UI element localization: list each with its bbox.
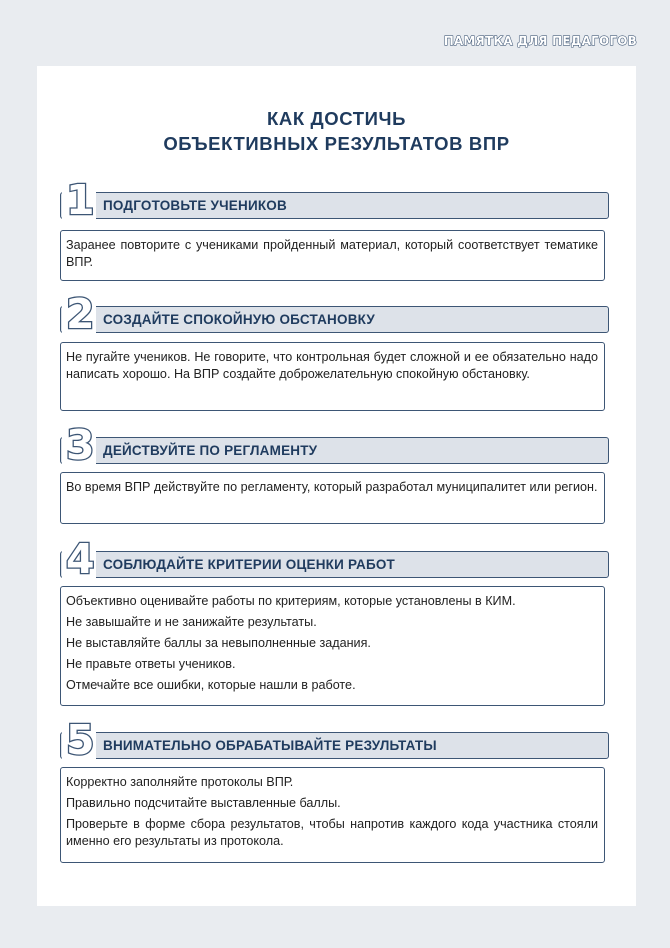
section-number-badge (62, 176, 96, 224)
section-number-badge (62, 421, 96, 469)
section-heading-bar (60, 306, 609, 333)
paragraph: Не пугайте учеников. Не говорите, что контрольная будет сложной и ее обязательно надо написать хорошо. На ВПР создайте доброжелательную спокойную обстановку. (66, 350, 598, 381)
section-number-badge (62, 716, 96, 764)
section-heading: СОБЛЮДАЙТЕ КРИТЕРИИ ОЦЕНКИ РАБОТ (103, 557, 395, 572)
section-number: 5 (66, 716, 95, 764)
section-number: 2 (66, 290, 95, 338)
section-body (60, 586, 605, 706)
paragraph: Корректно заполняйте протоколы ВПР. (66, 775, 294, 789)
section-heading-bar (60, 437, 609, 464)
title-line-1: КАК ДОСТИЧЬ (266, 108, 407, 129)
paragraph: Проверьте в форме сбора результатов, чтобы напротив каждого кода участника стояли именно его результаты из протокола. (66, 817, 598, 848)
section-heading: СОЗДАЙТЕ СПОКОЙНУЮ ОБСТАНОВКУ (103, 312, 376, 327)
header-note: ПАМЯТКА ДЛЯ ПЕДАГОГОВ (443, 34, 637, 48)
section-number-badge (62, 290, 96, 338)
section-number: 1 (66, 176, 95, 224)
paragraph: Не выставляйте баллы за невыполненные задания. (66, 636, 371, 650)
section-heading: ПОДГОТОВЬТЕ УЧЕНИКОВ (103, 198, 287, 213)
paragraph: Объективно оценивайте работы по критериям, которые установлены в КИМ. (66, 594, 516, 608)
paragraph: Отмечайте все ошибки, которые нашли в работе. (66, 678, 356, 692)
section-number: 4 (66, 535, 95, 583)
paragraph: Во время ВПР действуйте по регламенту, который разработал муниципалитет или регион. (66, 480, 598, 494)
section-heading: ВНИМАТЕЛЬНО ОБРАБАТЫВАЙТЕ РЕЗУЛЬТАТЫ (103, 738, 437, 753)
memo-sheet (37, 66, 636, 906)
paragraph: Не правьте ответы учеников. (66, 657, 236, 671)
section-body (60, 767, 605, 863)
title-line-2: ОБЪЕКТИВНЫХ РЕЗУЛЬТАТОВ ВПР (163, 133, 510, 154)
paragraph: Не завышайте и не занижайте результаты. (66, 615, 317, 629)
section-number: 3 (66, 421, 95, 469)
section-body (60, 342, 605, 411)
section-body (60, 472, 605, 524)
section-heading-bar (60, 192, 609, 219)
section-heading: ДЕЙСТВУЙТЕ ПО РЕГЛАМЕНТУ (103, 443, 318, 458)
page-title (37, 106, 636, 156)
section-heading-bar (60, 732, 609, 759)
section-body (60, 230, 605, 281)
paragraph: Правильно подсчитайте выставленные баллы. (66, 796, 341, 810)
section-heading-bar (60, 551, 609, 578)
section-number-badge (62, 535, 96, 583)
paragraph: Заранее повторите с учениками пройденный материал, который соответствует тематике ВПР. (66, 238, 598, 269)
